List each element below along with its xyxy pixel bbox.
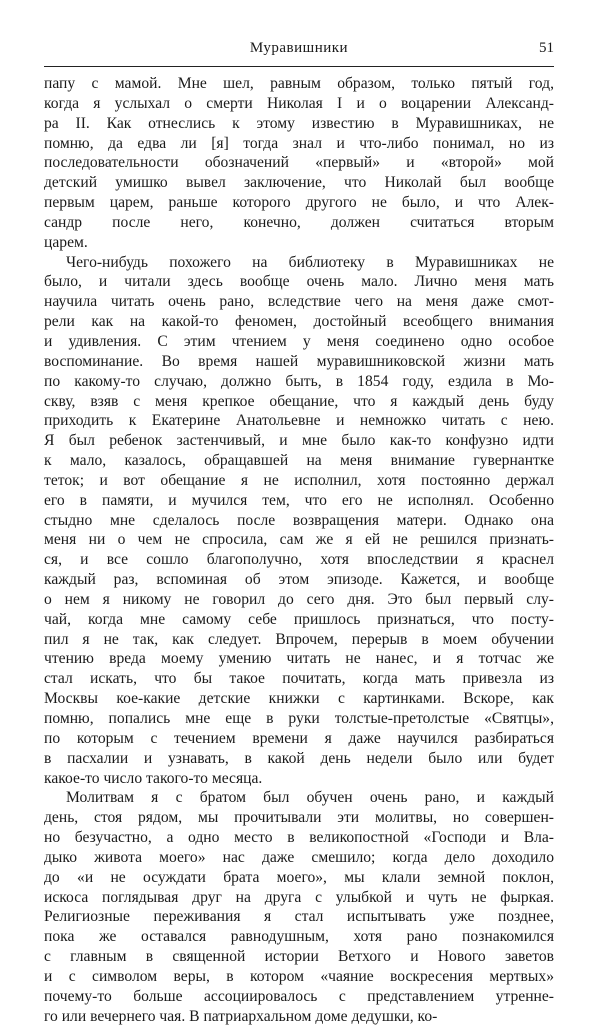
text-line: первым царем, раньше которого другого не было, и что Алек- xyxy=(44,194,554,212)
body-text xyxy=(44,74,554,1027)
text-line: помню, попались мне еще в руки толстые-претолстые «Святцы», xyxy=(44,710,554,727)
page-number: 51 xyxy=(539,40,554,56)
text-line: до «и не осуждати брата моего», мы клали земной поклон, xyxy=(44,868,554,886)
text-line: царем. xyxy=(44,233,88,251)
text-line: Религиозные переживания я стал испытывать уже позднее, xyxy=(44,908,554,926)
paragraph xyxy=(44,74,554,253)
text-line: было, и читали здесь вообще очень мало. Лично меня мать xyxy=(44,273,554,291)
text-line: меня ни о чем не спросила, сам же я ей не решился признать- xyxy=(44,531,554,549)
text-line: папу с мамой. Мне шел, равным образом, только пятый год, xyxy=(44,75,554,92)
text-line: воспоминание. Во время нашей муравишниковской жизни мать xyxy=(44,352,554,370)
text-line: теток; и вот обещание я не исполнил, хотя постоянно держал xyxy=(44,471,554,489)
text-line: почему-то больше ассоциировалось с представлением утренне- xyxy=(44,987,554,1005)
text-line: по какому-то случаю, должно быть, в 1854 году, ездила в Мо- xyxy=(44,372,554,390)
text-line: но безучастно, а одно место в великопостной «Господи и Вла- xyxy=(44,829,554,847)
text-line: Москвы кое-какие детские книжки с картинками. Вскоре, как xyxy=(44,690,554,708)
text-line: искоса поглядывая друг на друга с улыбкой и чуть не фыркая. xyxy=(44,888,554,906)
text-line: дыко живота моего» нас даже смешило; когда дело доходило xyxy=(44,848,554,866)
text-line: детский умишко вывел заключение, что Николай был вообще xyxy=(44,174,554,192)
text-line: Чего-нибудь похожего на библиотеку в Муравишниках не xyxy=(66,253,554,271)
text-line: в пасхалии и узнавать, в какой день недели было или будет xyxy=(44,749,554,767)
text-line: приходить к Екатерине Анатольевне и немножко читать с нею. xyxy=(44,412,554,430)
text-line: его в памяти, и мучился тем, что его не исполнял. Особенно xyxy=(44,491,554,509)
text-line: и удивления. С этим чтением у меня соединено одно особое xyxy=(44,332,554,350)
text-line: каждый раз, вспоминая об этом эпизоде. Кажется, и вообще xyxy=(44,571,554,589)
text-line: чтению вреда моему умению читать не нанес, и я тотчас же xyxy=(44,650,554,668)
paragraph xyxy=(44,253,554,789)
text-line: стыдно мне сделалось после возвращения матери. Однако она xyxy=(44,511,554,529)
text-line: и с символом веры, в котором «чаяние воскресения мертвых» xyxy=(44,967,554,985)
text-line: ся, и все сошло благополучно, хотя впоследствии я краснел xyxy=(44,551,554,569)
text-line: ра II. Как отнеслись к этому известию в Муравишниках, не xyxy=(44,114,554,132)
text-line: чай, когда мне самому себе пришлось признаться, что посту- xyxy=(44,610,554,628)
text-line: го или вечернего чая. В патриархальном доме дедушки, ко- xyxy=(44,1007,438,1025)
text-line: о нем я никому не говорил до сего дня. Это был первый слу- xyxy=(44,590,554,608)
text-line: день, стоя рядом, мы прочитывали эти молитвы, но совершен- xyxy=(44,809,554,827)
text-line: Я был ребенок застенчивый, и мне было как-то конфузно идти xyxy=(44,432,554,450)
text-line: с главным в священной истории Ветхого и Нового заветов xyxy=(44,948,554,966)
text-line: к мало, казалось, обращавшей на меня внимание гувернантке xyxy=(44,452,554,470)
text-line: рели как на какой-то феномен, достойный всеобщего внимания xyxy=(44,313,554,331)
text-line: сандр после него, конечно, должен считаться вторым xyxy=(44,213,554,231)
text-line: стал искать, что бы такое почитать, когда мать привезла из xyxy=(44,670,554,688)
text-line: научила читать очень рано, вследствие чего на меня даже смот- xyxy=(44,293,554,311)
text-line: по которым с течением времени я даже научился разбираться xyxy=(44,729,554,747)
text-line: помню, да едва ли [я] тогда знал и что-либо понимал, но из xyxy=(44,134,554,152)
running-title: Муравишники xyxy=(249,40,349,56)
text-line: последовательности обозначений «первый» и «второй» мой xyxy=(44,154,554,172)
header-rule xyxy=(44,66,554,67)
paragraph xyxy=(44,788,554,1026)
text-line: скву, взяв с меня крепкое обещание, что я каждый день буду xyxy=(44,392,554,410)
running-header xyxy=(44,40,554,62)
text-line: Молитвам я с братом был обучен очень рано, и каждый xyxy=(66,789,554,807)
text-line: пил я не так, как следует. Впрочем, перерыв в моем обучении xyxy=(44,630,554,648)
text-line: какое-то число такого-то месяца. xyxy=(44,769,263,787)
text-line: когда я услыхал о смерти Николая I и о воцарении Александ- xyxy=(44,94,554,112)
text-line: пока же оставался равнодушным, хотя рано познакомился xyxy=(44,928,554,946)
